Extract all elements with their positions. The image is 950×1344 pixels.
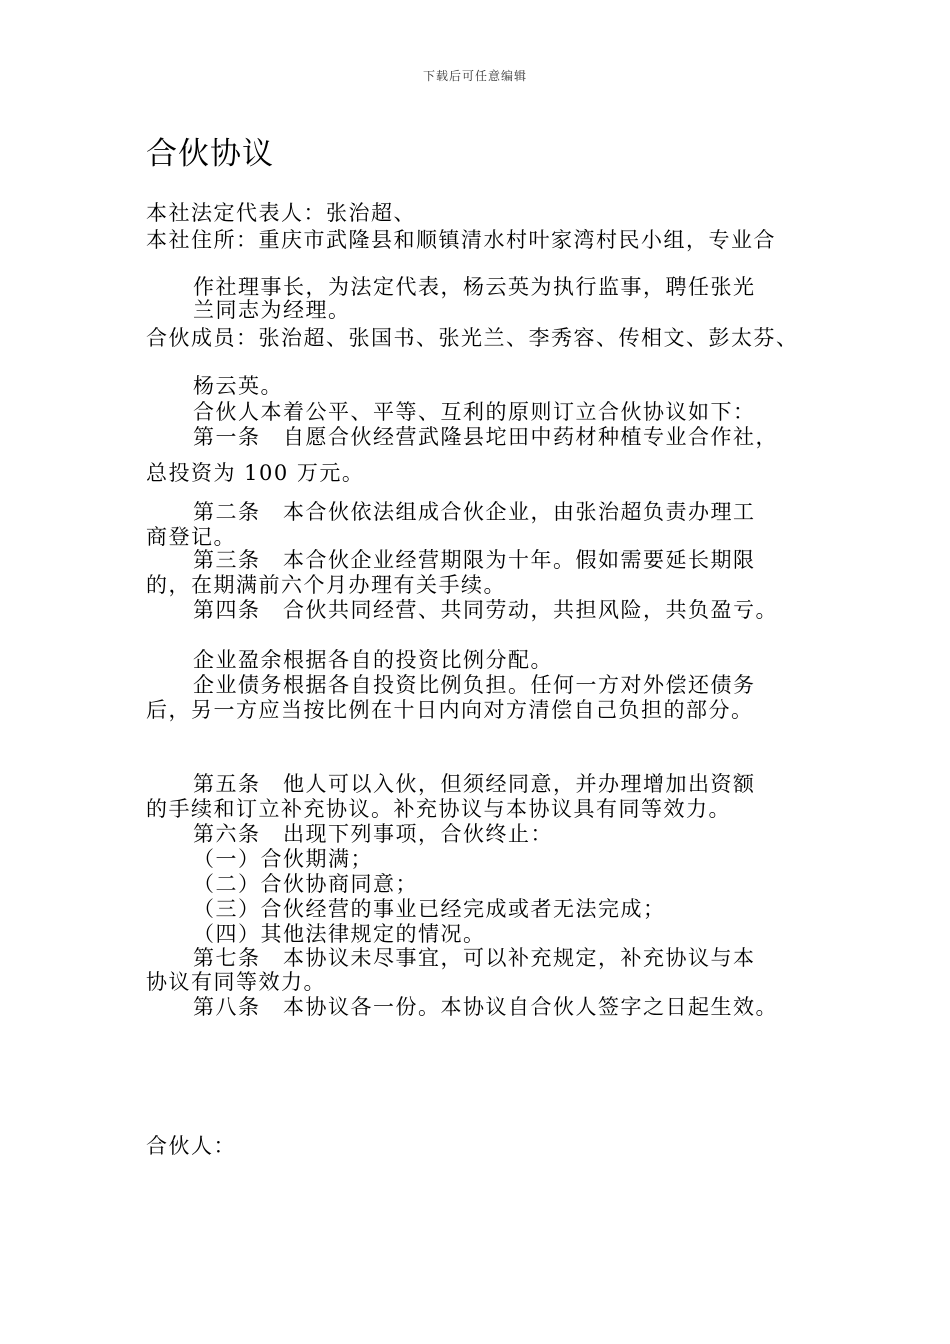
preamble-line: 合伙人本着公平、平等、互利的原则订立合伙协议如下： <box>193 400 756 424</box>
article-5-continuation-line: 的手续和订立补充协议。补充协议与本协议具有同等效力。 <box>146 797 731 821</box>
termination-item-2: （二）合伙协商同意； <box>193 872 418 896</box>
article-3-continuation-line: 的，在期满前六个月办理有关手续。 <box>146 573 506 597</box>
debt-sharing-line: 企业债务根据各自投资比例负担。任何一方对外偿还债务 <box>193 673 756 697</box>
profit-distribution-line: 企业盈余根据各自的投资比例分配。 <box>193 648 553 672</box>
termination-item-4: （四）其他法律规定的情况。 <box>193 922 486 946</box>
article-3-line: 第三条 本合伙企业经营期限为十年。假如需要延长期限 <box>193 548 756 572</box>
article-2-line: 第二条 本合伙依法组成合伙企业，由张治超负责办理工 <box>193 500 756 524</box>
article-7-line: 第七条 本协议未尽事宜，可以补充规定，补充协议与本 <box>193 946 756 970</box>
debt-sharing-continuation-line: 后，另一方应当按比例在十日内向对方清偿自己负担的部分。 <box>146 698 754 722</box>
article-6-line: 第六条 出现下列事项，合伙终止： <box>193 822 553 846</box>
page-header-note: 下载后可任意编辑 <box>422 69 527 83</box>
article-7-continuation-line: 协议有同等效力。 <box>146 970 326 994</box>
manager-line: 兰同志为经理。 <box>193 298 351 322</box>
article-1-investment-line: 总投资为 100 万元。 <box>146 461 365 485</box>
article-5-line: 第五条 他人可以入伙，但须经同意，并办理增加出资额 <box>193 772 756 796</box>
article-4-line: 第四条 合伙共同经营、共同劳动，共担风险，共负盈亏。 <box>193 598 778 622</box>
termination-item-1: （一）合伙期满； <box>193 847 373 871</box>
partners-signature-label: 合伙人： <box>146 1134 236 1158</box>
partners-line: 合伙成员：张治超、张国书、张光兰、李秀容、传相文、彭太芬、 <box>146 326 799 350</box>
address-continuation-line: 作社理事长，为法定代表，杨云英为执行监事，聘任张光 <box>193 275 756 299</box>
document-title: 合伙协议 <box>146 136 274 172</box>
article-1-line: 第一条 自愿合伙经营武隆县坨田中药材种植专业合作社， <box>193 425 778 449</box>
termination-item-3: （三）合伙经营的事业已经完成或者无法完成； <box>193 897 666 921</box>
article-8-line: 第八条 本协议各一份。本协议自合伙人签字之日起生效。 <box>193 995 778 1019</box>
legal-representative-line: 本社法定代表人：张治超、 <box>146 201 416 225</box>
article-2-continuation-line: 商登记。 <box>146 525 236 549</box>
address-line: 本社住所：重庆市武隆县和顺镇清水村叶家湾村民小组，专业合 <box>146 228 776 252</box>
partners-continuation-line: 杨云英。 <box>193 374 283 398</box>
